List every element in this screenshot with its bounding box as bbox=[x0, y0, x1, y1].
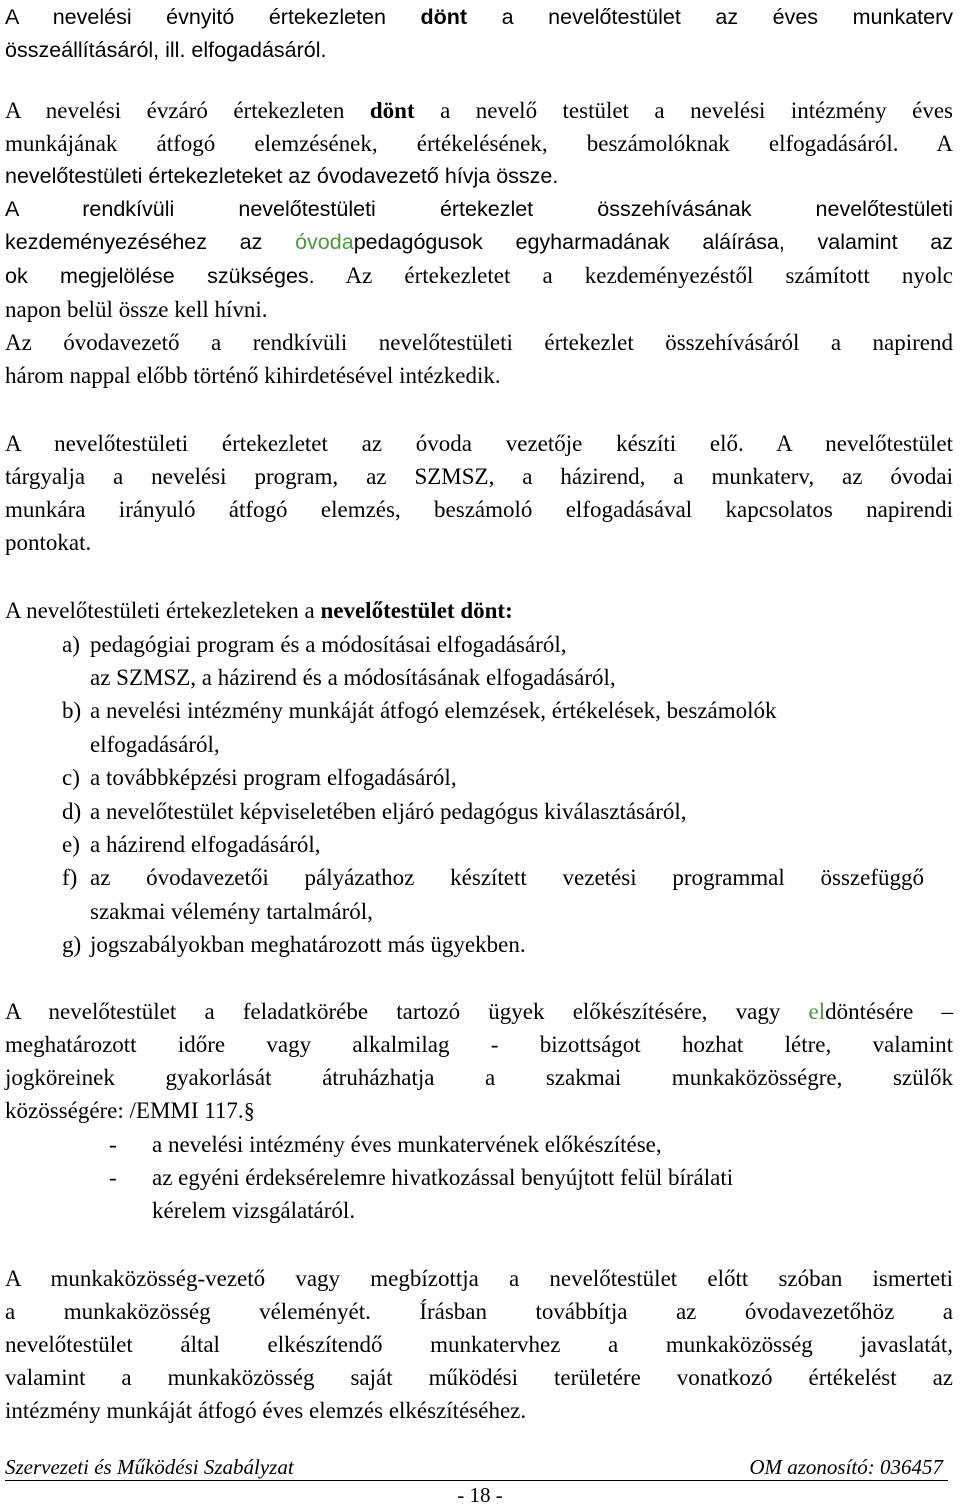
dash-list-item bbox=[109, 1161, 733, 1194]
text-line bbox=[5, 0, 953, 34]
list-item-text: pedagógiai program és a módosításai elfogadásáról, bbox=[90, 632, 567, 657]
text-line: intézmény munkáját átfogó éves elemzés elkészítéséhez. bbox=[5, 1398, 527, 1423]
list-item bbox=[62, 928, 526, 961]
bold-text: dönt bbox=[369, 98, 415, 123]
paragraph-meeting-preparation bbox=[5, 427, 953, 559]
text-line: pontokat. bbox=[5, 530, 92, 555]
highlighted-text: óvoda bbox=[295, 230, 354, 254]
text-span: ok megjelölése szükséges. bbox=[5, 264, 315, 288]
list-item-text: jogszabályokban meghatározott más ügyekben. bbox=[90, 932, 526, 957]
paragraph-annual-plan bbox=[5, 0, 953, 67]
dash-list-item bbox=[109, 1194, 355, 1227]
text-span: A nevelési évzáró értekezleten bbox=[5, 98, 370, 123]
text-line: napon belül össze kell hívni. bbox=[5, 297, 268, 322]
list-item-text: a nevelési intézmény munkáját átfogó elemzések, értékelések, beszámolók bbox=[90, 698, 777, 723]
text-line bbox=[5, 94, 953, 127]
text-span: A nevelőtestületi értekezletet az óvoda vezetője készíti elő. bbox=[5, 431, 744, 456]
text-span: kezdeményezéséhez az bbox=[5, 230, 296, 254]
text-line: három nappal előbb történő kihirdetésével intézkedik. bbox=[5, 363, 501, 388]
text-span: pedagógusok egyharmadának aláírása, valamint az bbox=[353, 230, 954, 254]
list-marker: f) bbox=[62, 865, 78, 890]
text-line: meghatározott időre vagy alkalmilag - bizottságot hozhat létre, valamint bbox=[5, 1032, 953, 1057]
text-span: közösségére: /EMMI 117. bbox=[5, 1098, 244, 1123]
bold-text: nevelőtestület dönt: bbox=[320, 598, 513, 623]
list-marker: - bbox=[109, 1165, 117, 1190]
list-item bbox=[62, 828, 321, 861]
text-line: valamint a munkaközösség saját működési területére vonatkozó értékelést az bbox=[5, 1365, 953, 1390]
list-item bbox=[62, 628, 566, 661]
text-span: A nevelőtestület a feladatkörébe tartozó ügyek előkészítésére, vagy bbox=[5, 999, 809, 1024]
page-number: - 18 - bbox=[457, 1483, 503, 1507]
page-footer bbox=[5, 1454, 948, 1481]
text-span: A nevelési évnyitó értekezleten bbox=[5, 5, 421, 29]
list-item-text: a nevelési intézmény éves munkatervének előkészítése, bbox=[152, 1132, 662, 1157]
text-line: nevelőtestület által elkészítendő munkatervhez a munkaközösség javaslatát, bbox=[5, 1332, 953, 1357]
paragraph-work-community bbox=[5, 1262, 953, 1427]
text-line bbox=[5, 594, 953, 627]
footer-om-id: OM azonosító: 036457 bbox=[749, 1455, 943, 1479]
text-line: Az óvodavezető a rendkívüli nevelőtestületi értekezlet összehívásáról a napirend bbox=[5, 330, 953, 355]
text-line: munkájának átfogó elemzésének, értékelésének, beszámolóknak elfogadásáról. A bbox=[5, 131, 953, 156]
dash-list-item bbox=[109, 1128, 662, 1161]
text-line: A munkaközösség-vezető vagy megbízottja a nevelőtestület előtt szóban ismerteti bbox=[5, 1266, 953, 1291]
list-item bbox=[62, 761, 457, 794]
paragraph-committees bbox=[5, 995, 953, 1127]
list-item-continuation bbox=[90, 728, 220, 761]
list-item-text: az óvodavezetői pályázathoz készített vezetési programmal összefüggő bbox=[90, 865, 924, 890]
text-line: összeállításáról, ill. elfogadásáról. bbox=[5, 38, 327, 62]
text-span: döntésére – bbox=[825, 999, 953, 1024]
list-item-text: elfogadásáról, bbox=[90, 732, 220, 757]
text-span: a nevelőtestület az éves munkaterv bbox=[467, 5, 953, 29]
text-span: A nevelőtestületi értekezleteken a bbox=[5, 598, 321, 623]
list-item-continuation bbox=[90, 895, 373, 928]
paragraph-decisions-intro bbox=[5, 594, 953, 627]
footer-document-title: Szervezeti és Működési Szabályzat bbox=[5, 1455, 294, 1479]
text-line bbox=[5, 259, 953, 293]
list-marker: c) bbox=[62, 765, 80, 790]
list-item bbox=[62, 861, 924, 894]
text-line: nevelőtestületi értekezleteket az óvodavezető hívja össze. bbox=[5, 164, 559, 188]
list-item bbox=[62, 795, 687, 828]
list-marker: - bbox=[109, 1132, 117, 1157]
list-item-text: az egyéni érdeksérelemre hivatkozással benyújtott felül bírálati bbox=[152, 1165, 734, 1190]
text-line: jogköreinek gyakorlását átruházhatja a szakmai munkaközösségre, szülők bbox=[5, 1065, 953, 1090]
text-line: a munkaközösség véleményét. Írásban továbbítja az óvodavezetőhöz a bbox=[5, 1299, 953, 1324]
list-item bbox=[62, 694, 777, 727]
text-line bbox=[5, 226, 953, 259]
section-sign-icon: § bbox=[243, 1098, 255, 1123]
list-item-text: a nevelőtestület képviseletében eljáró pedagógus kiválasztásáról, bbox=[90, 799, 687, 824]
list-marker: b) bbox=[62, 698, 82, 723]
text-span: Az értekezletet a kezdeményezéstől számított nyolc bbox=[314, 263, 953, 288]
text-span: A nevelőtestület bbox=[743, 431, 953, 456]
list-marker: d) bbox=[62, 799, 82, 824]
bold-text: dönt bbox=[420, 5, 468, 29]
list-item-text: az SZMSZ, a házirend és a módosításának elfogadásáról, bbox=[90, 665, 616, 690]
text-line bbox=[5, 1094, 953, 1127]
list-item-continuation bbox=[90, 661, 616, 694]
list-marker: e) bbox=[62, 832, 80, 857]
paragraph-closing-meeting bbox=[5, 94, 953, 392]
text-line bbox=[5, 427, 953, 460]
text-line: A rendkívüli nevelőtestületi értekezlet összehívásának nevelőtestületi bbox=[5, 197, 953, 221]
list-item-text: a továbbképzési program elfogadásáról, bbox=[90, 765, 457, 790]
text-span: a nevelő testület a nevelési intézmény éves bbox=[414, 98, 953, 123]
text-line bbox=[5, 995, 953, 1028]
list-item-text: kérelem vizsgálatáról. bbox=[152, 1198, 356, 1223]
list-item-text: szakmai vélemény tartalmáról, bbox=[90, 899, 373, 924]
list-item-text: a házirend elfogadásáról, bbox=[90, 832, 321, 857]
list-marker: g) bbox=[62, 932, 82, 957]
highlighted-text: el bbox=[808, 999, 826, 1024]
text-line: munkára irányuló átfogó elemzés, beszámoló elfogadásával kapcsolatos napirendi bbox=[5, 497, 953, 522]
list-marker: a) bbox=[62, 632, 80, 657]
text-line: tárgyalja a nevelési program, az SZMSZ, a házirend, a munkaterv, az óvodai bbox=[5, 464, 953, 489]
